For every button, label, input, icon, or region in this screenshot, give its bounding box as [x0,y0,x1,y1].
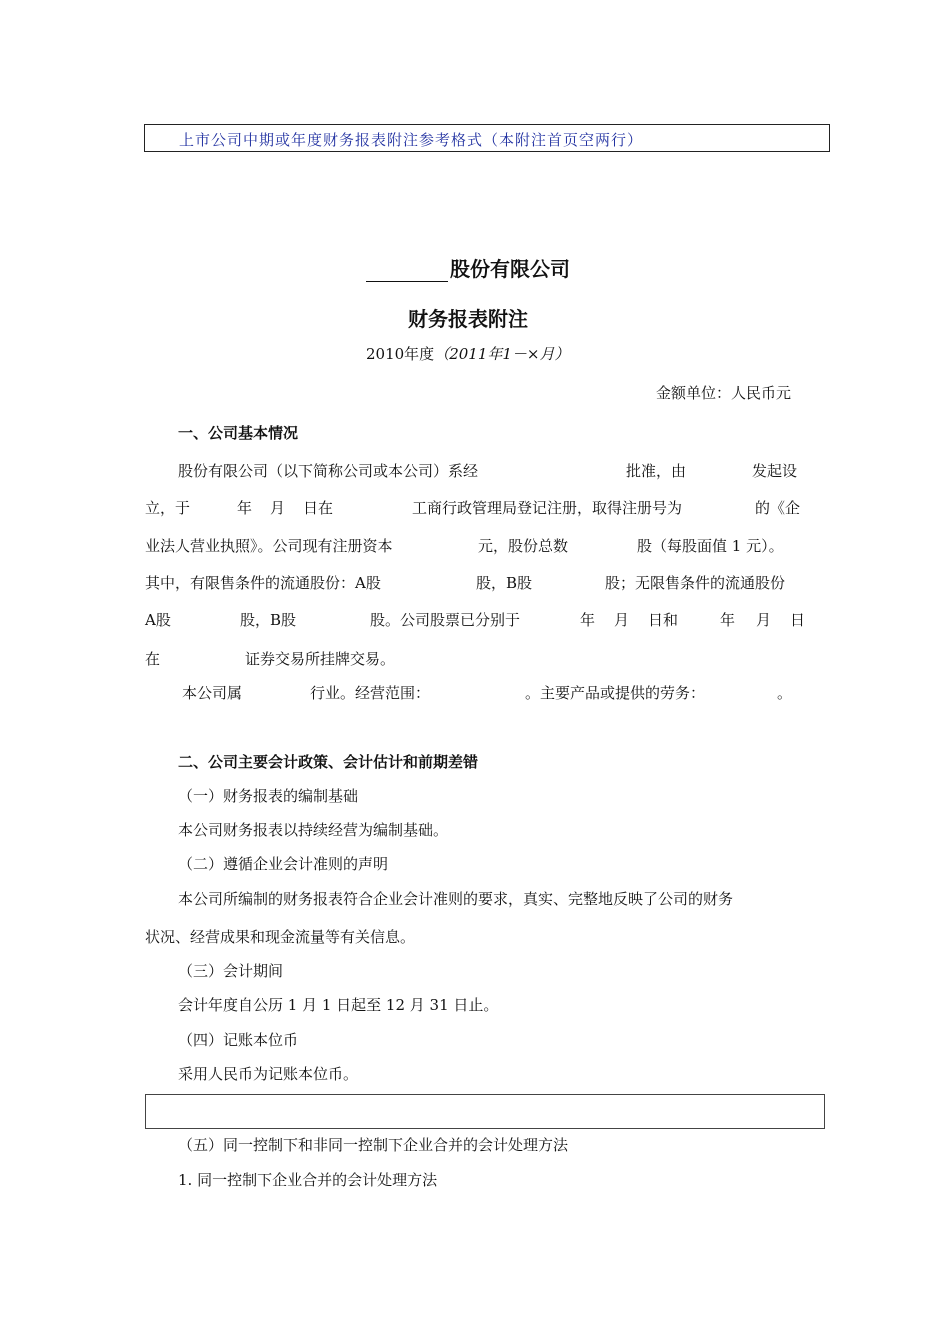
s1-text: 业法人营业执照》。公司现有注册资本 [145,537,393,555]
s1-text: 股；无限售条件的流通股份 [605,574,786,592]
period-year: 2010年度 [366,345,435,363]
s1-text: 。 [777,684,793,702]
s1-text: 批准，由 [626,462,687,480]
s1-text: 立，于 [145,499,191,517]
s1-text: 工商行政管理局登记注册，取得注册号为 [412,499,683,517]
subsection-title: （五）同一控制下和非同一控制下企业合并的会计处理方法 [178,1136,569,1154]
s1-text: 在 [145,650,161,668]
company-name-blank [366,259,448,282]
subsection-body: 状况、经营成果和现金流量等有关信息。 [145,928,416,946]
list-item: 1. 同一控制下企业合并的会计处理方法 [178,1171,438,1189]
section2-heading: 二、公司主要会计政策、会计估计和前期差错 [178,753,479,771]
s1-text: 本公司属 [182,684,243,702]
s1-text: 的《企 [755,499,801,517]
s1-text: 年 [720,611,736,629]
empty-text-box [145,1094,825,1129]
s1-text: 月 [756,611,772,629]
notice-text: 上市公司中期或年度财务报表附注参考格式（本附注首页空两行） [179,131,644,149]
s1-text: 日和 [648,611,679,629]
s1-text: 股。公司股票已分别于 [370,611,521,629]
subsection-title: （一）财务报表的编制基础 [178,787,359,805]
period-note: （2011年1－×月） [434,345,570,363]
s1-text: 股份有限公司（以下简称公司或本公司）系经 [178,462,479,480]
subsection-body: 本公司所编制的财务报表符合企业会计准则的要求，真实、完整地反映了公司的财务 [178,890,734,908]
s1-text: 股（每股面值 1 元）。 [637,537,784,555]
company-suffix: 股份有限公司 [450,257,570,281]
subsection-title: （三）会计期间 [178,962,284,980]
s1-text: A股 [145,611,171,629]
s1-text: 证券交易所挂牌交易。 [245,650,396,668]
s1-text: 日 [790,611,806,629]
section1-heading: 一、公司基本情况 [178,424,299,442]
s1-text: 股，B股 [476,574,533,592]
subsection-title: （二）遵循企业会计准则的声明 [178,855,389,873]
report-period [366,343,569,364]
s1-text: 年 [580,611,596,629]
s1-text: 月 [614,611,630,629]
amount-unit: 金额单位：人民币元 [656,384,792,402]
notice-box [144,124,830,152]
subsection-title: （四）记账本位币 [178,1031,299,1049]
s1-text: 其中，有限售条件的流通股份：A股 [145,574,381,592]
s1-text: 。主要产品或提供的劳务： [525,684,706,702]
s1-text: 元，股份总数 [478,537,569,555]
doc-title: 财务报表附注 [408,307,528,331]
subsection-body: 采用人民币为记账本位币。 [178,1065,359,1083]
subsection-body: 会计年度自公历 1 月 1 日起至 12 月 31 日止。 [178,996,499,1014]
s1-text: 行业。经营范围： [310,684,431,702]
subsection-body: 本公司财务报表以持续经营为编制基础。 [178,821,449,839]
s1-text: 月 [270,499,286,517]
company-title [366,253,570,282]
s1-text: 日在 [303,499,334,517]
s1-text: 年 [237,499,253,517]
s1-text: 股，B股 [240,611,297,629]
s1-text: 发起设 [752,462,798,480]
